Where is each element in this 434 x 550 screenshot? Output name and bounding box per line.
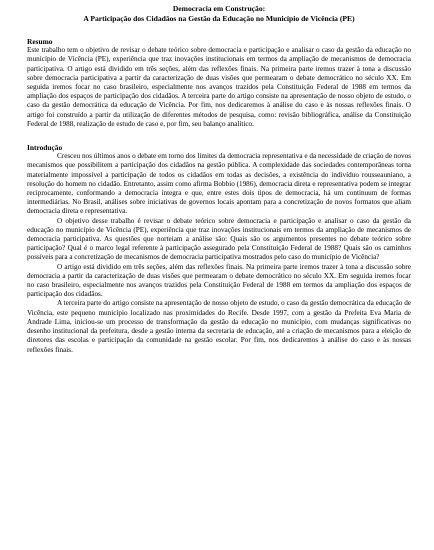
introduction-paragraph-1: Cresceu nos últimos anos o debate em torno dos limites da democracia representativa e da necessidade de criação de novos mecanismos que possibilitem a participação dos cidadãos na gestão pública. A complexidade das sociedades contemporâneas torna materialmente impossível a participação de todos os cidadãos em todas as decisões, a existência do indivíduo rousseauniano, a resolução do homem no cidadão. Entretanto, assim como afirma Bobbio (1986), democracia direta e representativa podem se integrar reciprocamente, conformando a democracia íntegra e que, entre estes dois tipos de democracia, há um continuum de formas intermediárias. No Brasil, análises sobre iniciativas de governos locais apontam para a concretização de novos formatos que aliam democracia direta e representativa. xyxy=(27,152,411,216)
abstract-text: Este trabalho tem o objetivo de revisar o debate teórico sobre democracia e participação e analisar o caso da gestão da educação no município de Vicência (PE), experiência que traz inovações institucionais em termos da ampliação de mecanismos de democracia participativa. O artigo está dividido em três seções, além das reflexões finais. Na primeira parte iremos trazer à tona a discussão sobre democracia participativa a partir da caracterização de duas visões que permearam o debate democrático no século XX. Em seguida iremos focar no caso brasileiro, especialmente nos avanços trazidos pela Constituição Federal de 1988 em termos da ampliação dos espaços de participação dos cidadãos. A terceira parte do artigo consiste na apresentação de nosso objeto de estudo, o caso da gestão democrática da educação de Vicência. Por fim, nos dedicaremos à análise do caso e às nossas reflexões finais. O artigo foi construído a partir da utilização de diferentes métodos de pesquisa, como: revisão bibliográfica, análise da Constituição Federal de 1988, realização de estudo de caso e, por fim, seu balanço analítico. xyxy=(27,46,411,128)
introduction-heading: Introdução xyxy=(27,143,63,153)
introduction-paragraph-2: O objetivo desse trabalho é revisar o debate teórico sobre democracia e participação e analisar o caso da gestão da educação no município de Vicência (PE), experiência que traz inovações institucionais em termos da ampliação de mecanismos de democracia participativa. As questões que norteiam a análise são: Quais são os argumentos presentes no debate teórico sobre participação? Qual é o marco legal referente à participação assegurado pela Constituição Federal de 1988? Quais são os caminhos possíveis para a concretização de mecanismos de democracia participativa mostrados pelo caso do município de Vicência? xyxy=(27,216,411,262)
abstract-heading: Resumo xyxy=(27,37,53,46)
section-spacer xyxy=(27,129,411,143)
introduction-paragraph-4: A terceira parte do artigo consiste na apresentação de nosso objeto de estudo, o caso da gestão democrática da educação de Vicência, este pequeno município localizado nas proximidades do Recife. Desde 1997, com a gestão da Prefeita Eva Maria de Andrade Lima, iniciou-se um processo de transformação da gestão da educação no município, com mudanças significativas no desenho institucional da prefeitura, desde a gestão interna da secretaria de educação, até a criação de mecanismos para a eleição de diretores das escolas e participação da comunidade na gestão escolar. Por fim, nos dedicaremos à análise do caso e às nossas reflexões finais. xyxy=(27,299,411,354)
introduction-paragraph-3: O artigo está dividido em três seções, além das reflexões finais. Na primeira parte iremos trazer à tona a discussão sobre democracia a partir da caracterização de duas visões que permearam o debate democrático no século XX. Em seguida iremos focar no caso brasileiro, especialmente nos avanços trazidos pela Constituição Federal de 1988 em termos da ampliação dos espaços de participação dos cidadãos. xyxy=(27,262,411,299)
page-subtitle: A Participação dos Cidadãos na Gestão da Educação no Município de Vicência (PE) xyxy=(83,14,355,23)
document-page xyxy=(27,4,411,355)
page-title: Democracia em Construção: xyxy=(172,4,266,13)
